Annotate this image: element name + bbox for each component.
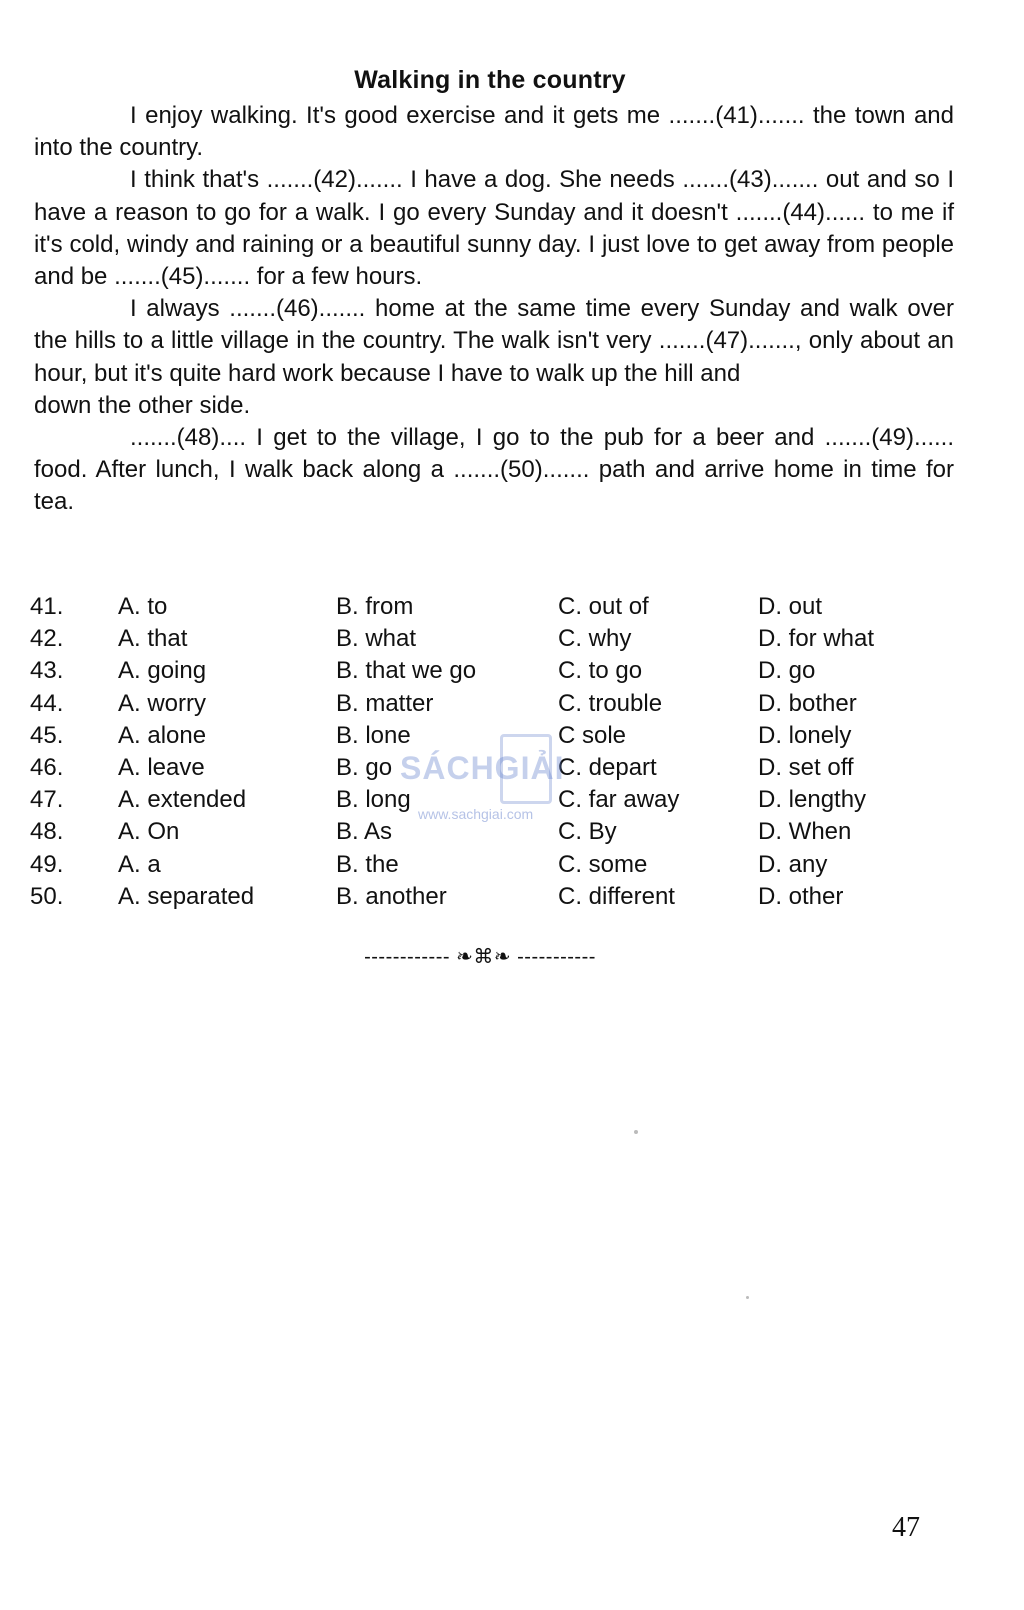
option-b: B. from	[336, 593, 414, 620]
option-d: D. bother	[758, 689, 857, 717]
question-number: 41.	[30, 593, 64, 620]
paragraph-4: .......(48).... I get to the village, I go to the pub for a beer and .......(49)...... food. After lunch, I walk back along a .......(50)....... path and arrive home in time for tea.	[34, 424, 954, 516]
option-d: D. When	[758, 818, 852, 846]
option-d: D. lonely	[758, 721, 852, 749]
option-d: D. go	[758, 657, 816, 685]
scan-speck	[746, 1296, 749, 1299]
reading-passage	[34, 100, 954, 519]
question-number: 49.	[30, 850, 64, 878]
question-number: 44.	[30, 689, 64, 717]
paragraph-1: I enjoy walking. It's good exercise and it gets me .......(41)....... the town and into the country.	[34, 102, 954, 162]
option-c: C. different	[558, 882, 675, 910]
scan-speck	[634, 1130, 638, 1134]
option-b: B. go	[336, 754, 393, 782]
option-a: A. to	[118, 593, 168, 620]
option-a: A. going	[118, 657, 207, 685]
option-b: B. that we go	[336, 657, 477, 685]
option-b: B. lone	[336, 721, 411, 749]
paragraph-3: I always .......(46)....... home at the same time every Sunday and walk over the hills to a little village in the country. The walk isn't very .......(47)......., only about an hour, but it's quite hard work because I have to walk up the hill and	[34, 295, 954, 387]
question-row	[30, 591, 950, 623]
question-row	[30, 816, 950, 848]
option-a: A. extended	[118, 786, 247, 814]
option-d: D. lengthy	[758, 786, 867, 814]
section-divider: ------------ ❧⌘❧ -----------	[364, 946, 596, 968]
option-d: D. any	[758, 850, 828, 878]
option-c: C. out of	[558, 593, 649, 620]
watermark-url: www.sachgiai.com	[418, 806, 534, 822]
option-b: B. another	[336, 882, 447, 910]
question-number: 42.	[30, 625, 64, 653]
passage-title: Walking in the country	[354, 66, 626, 94]
option-b: B. the	[336, 850, 399, 878]
option-b: B. what	[336, 625, 417, 653]
option-a: A. worry	[118, 689, 207, 717]
question-number: 46.	[30, 754, 64, 782]
watermark-brand: SÁCHGIẢI	[400, 750, 565, 786]
question-row	[30, 655, 950, 687]
option-a: A. that	[118, 625, 188, 653]
option-b: B. long	[336, 786, 411, 814]
question-number: 43.	[30, 657, 64, 685]
answer-options-table	[30, 591, 950, 913]
paragraph-2: I think that's .......(42)....... I have a dog. She needs .......(43)....... out and so I have a reason to go for a walk. I go every Sunday and it doesn't .......(44)...... to me if it's cold, windy and raining or a beautiful sunny day. I just love to get away from people and be .......(45)....... for a few hours.	[34, 166, 954, 291]
option-c: C. trouble	[558, 689, 663, 717]
option-c: C. to go	[558, 657, 643, 685]
option-c: C. depart	[558, 754, 657, 782]
option-d: D. other	[758, 882, 844, 910]
question-row	[30, 623, 950, 655]
option-a: A. alone	[118, 721, 207, 749]
option-c: C sole	[558, 721, 627, 749]
question-row	[30, 688, 950, 720]
question-number: 50.	[30, 882, 64, 910]
question-row	[30, 849, 950, 881]
question-number: 48.	[30, 818, 64, 846]
option-b: B. matter	[336, 689, 434, 717]
question-row	[30, 881, 950, 913]
option-d: D. out	[758, 593, 823, 620]
question-number: 45.	[30, 721, 64, 749]
page-number: 47	[892, 1512, 920, 1543]
question-row	[30, 784, 950, 816]
question-number: 47.	[30, 786, 64, 814]
option-a: A. leave	[118, 754, 205, 782]
option-a: A. a	[118, 850, 161, 878]
option-a: A. On	[118, 818, 180, 846]
option-c: C. By	[558, 818, 617, 846]
question-row	[30, 720, 950, 752]
option-c: C. some	[558, 850, 648, 878]
option-d: D. set off	[758, 754, 854, 782]
option-c: C. far away	[558, 786, 680, 814]
option-c: C. why	[558, 625, 632, 653]
question-row	[30, 752, 950, 784]
option-d: D. for what	[758, 625, 875, 653]
option-b: B. As	[336, 818, 393, 846]
paragraph-3-continued: down the other side.	[34, 391, 251, 419]
option-a: A. separated	[118, 882, 255, 910]
